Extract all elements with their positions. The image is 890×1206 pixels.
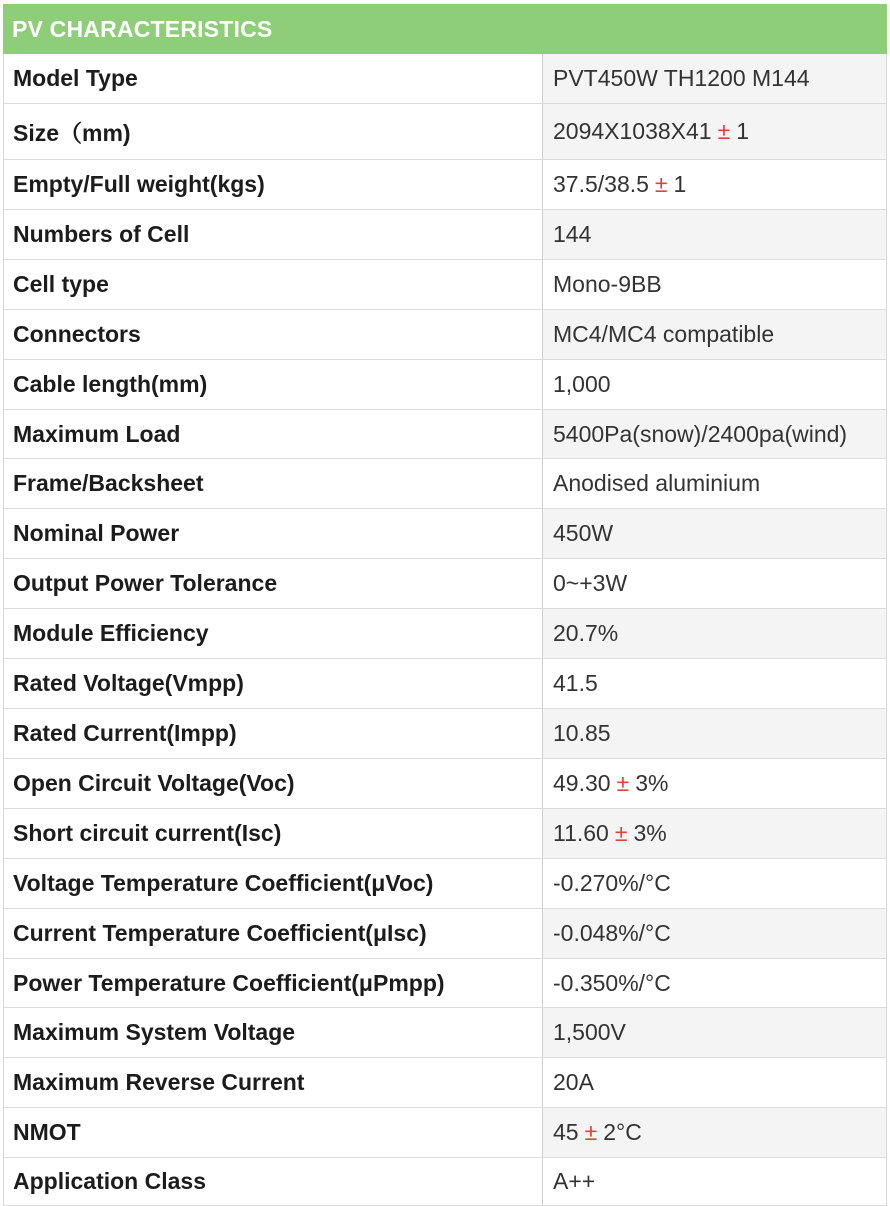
table-row <box>4 459 886 509</box>
row-label: Empty/Full weight(kgs) <box>4 160 542 209</box>
table-row <box>4 210 886 260</box>
row-label: Output Power Tolerance <box>4 559 542 608</box>
row-label: Nominal Power <box>4 509 542 558</box>
row-value: 5400Pa(snow)/2400pa(wind) <box>542 410 886 458</box>
row-label: Current Temperature Coefficient(μIsc) <box>4 909 542 958</box>
table-row <box>4 1058 886 1108</box>
plus-minus-sign: ± <box>654 171 668 197</box>
table-header-title: PV CHARACTERISTICS <box>3 4 887 54</box>
row-value: -0.270%/°C <box>542 859 886 908</box>
table-row <box>4 1008 886 1058</box>
row-label: Rated Voltage(Vmpp) <box>4 659 542 708</box>
row-value <box>542 104 886 159</box>
table-row <box>4 909 886 959</box>
table-row <box>4 410 886 459</box>
row-label: Frame/Backsheet <box>4 459 542 508</box>
row-label: Numbers of Cell <box>4 210 542 259</box>
row-label: Cable length(mm) <box>4 360 542 409</box>
row-value: 10.85 <box>542 709 886 758</box>
value-tolerance: 1 <box>673 171 687 197</box>
value-main: 11.60 <box>553 820 609 846</box>
row-label: Maximum Load <box>4 410 542 458</box>
row-label: NMOT <box>4 1108 542 1157</box>
row-label: Short circuit current(Isc) <box>4 809 542 858</box>
row-value <box>542 809 886 858</box>
table-row <box>4 609 886 659</box>
table-row <box>4 859 886 909</box>
row-value: Mono-9BB <box>542 260 886 309</box>
table-row <box>4 709 886 759</box>
table-row <box>4 559 886 609</box>
row-value: 1,000 <box>542 360 886 409</box>
table-row <box>4 659 886 709</box>
row-value: 41.5 <box>542 659 886 708</box>
row-value <box>542 160 886 209</box>
plus-minus-sign: ± <box>717 118 731 144</box>
row-value: 450W <box>542 509 886 558</box>
value-tolerance: 3% <box>633 820 667 846</box>
row-value <box>542 1108 886 1157</box>
row-value: A++ <box>542 1158 886 1205</box>
row-value: 0~+3W <box>542 559 886 608</box>
row-label: Voltage Temperature Coefficient(μVoc) <box>4 859 542 908</box>
row-label: Cell type <box>4 260 542 309</box>
value-tolerance: 1 <box>736 118 750 144</box>
table-row <box>4 360 886 410</box>
row-value: PVT450W TH1200 M144 <box>542 54 886 103</box>
value-main: 2094X1038X41 <box>553 118 712 144</box>
row-value: 144 <box>542 210 886 259</box>
value-main: 45 <box>553 1119 579 1145</box>
table-row <box>4 1158 886 1206</box>
table-row <box>4 104 886 160</box>
row-value <box>542 759 886 808</box>
row-value: 20.7% <box>542 609 886 658</box>
value-main: 49.30 <box>553 770 611 796</box>
table-row <box>4 54 886 104</box>
row-label: Application Class <box>4 1158 542 1205</box>
row-value: MC4/MC4 compatible <box>542 310 886 359</box>
table-row <box>4 310 886 360</box>
row-value: 20A <box>542 1058 886 1107</box>
row-label: Rated Current(Impp) <box>4 709 542 758</box>
row-value: Anodised aluminium <box>542 459 886 508</box>
table-row <box>4 160 886 210</box>
row-label: Open Circuit Voltage(Voc) <box>4 759 542 808</box>
table-row <box>4 260 886 310</box>
row-value: -0.350%/°C <box>542 959 886 1007</box>
characteristics-table <box>3 54 887 1206</box>
table-row <box>4 759 886 809</box>
value-tolerance: 2°C <box>603 1119 642 1145</box>
plus-minus-sign: ± <box>614 820 628 846</box>
row-label: Module Efficiency <box>4 609 542 658</box>
table-row <box>4 1108 886 1158</box>
row-label: Power Temperature Coefficient(μPmpp) <box>4 959 542 1007</box>
table-row <box>4 809 886 859</box>
row-value: -0.048%/°C <box>542 909 886 958</box>
row-label: Model Type <box>4 54 542 103</box>
value-tolerance: 3% <box>635 770 669 796</box>
plus-minus-sign: ± <box>584 1119 598 1145</box>
table-row <box>4 959 886 1008</box>
plus-minus-sign: ± <box>616 770 630 796</box>
row-label: Size（mm) <box>4 104 542 159</box>
row-label: Maximum System Voltage <box>4 1008 542 1057</box>
value-main: 37.5/38.5 <box>553 171 649 197</box>
table-row <box>4 509 886 559</box>
row-label: Maximum Reverse Current <box>4 1058 542 1107</box>
row-value: 1,500V <box>542 1008 886 1057</box>
row-label: Connectors <box>4 310 542 359</box>
